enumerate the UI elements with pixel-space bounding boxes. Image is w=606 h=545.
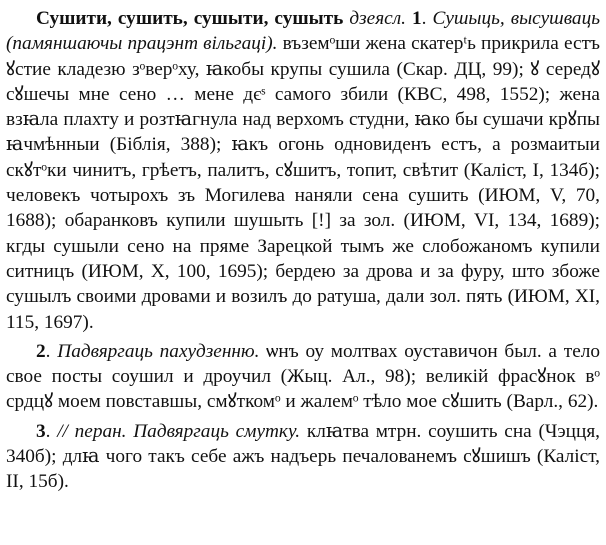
sense-definition: Сушыць, высушваць (памяншаючы працэнт вільгаці).: [6, 8, 600, 55]
sense-number: 1: [411, 8, 422, 29]
sense-number-dot: .: [45, 420, 51, 442]
usage-label: // перан.: [57, 420, 127, 442]
sense-citations: въземᵒши жена скатерᵗь прикрила естъ ꙋстие кладезю зᵒверᵒху, ꙗкобы крупы сушила (Скар. ДЦ, 99); ꙋ середꙋ сꙋшечы мне сено … мене дєˢ самого збили (КВС, 498, 1552); жена взꙗла плахту и розтꙗгнула над верхомъ студни, ꙗко бы сушачи крꙋпы ꙗчмѣнныи (Біблія, 388); ꙗкъ огонь одновиденъ естъ, а розмаитыи скꙋтᵒки чинитъ, грѣетъ, палитъ, сꙋшитъ, топит, свѣтит (Каліст, І, 134б); человекъ чотырохъ зъ Могилева наняли сена сушить (ИЮМ, V, 70, 1688); обаранковъ купили шушыть [!] за зол. (ИЮМ, VI, 134, 1689); кгды сушыли сено на пряме Зарецкой тымъ же слобожаномъ купили ситницъ (ИЮМ, X, 100, 1695); бердею за дрова и за фуру, што збоже сушылъ своими дровами и возилъ до ратуша, дали зол. пять (ИЮМ, XI, 115, 1697).: [6, 33, 600, 333]
sense-number: 3: [36, 420, 46, 442]
sense-citations: клꙗтва мтрн. соушить сна (Чэцця, 340б); длꙗ чого такъ себе ажъ надъерь печалованемъ сꙋшишъ (Каліст, II, 15б).: [6, 420, 601, 493]
grammar-label: дзеясл.: [349, 8, 406, 29]
sense-citations: ѡнъ оу молтвах оуставичон был. а тело свое посты соушил и дроучил (Жыц. Ал., 98); великій фрасꙋнок вᵒ срдцꙋ моем повставшы, смꙋткомᵒ и жалемᵒ тѣло мое сꙋшить (Варл., 62).: [6, 340, 601, 413]
sense-number-dot: .: [45, 340, 51, 362]
sense-number: 2: [36, 340, 46, 362]
sense-number-dot: .: [421, 8, 427, 29]
sense-3: [6, 419, 600, 495]
sense-1: [6, 6, 600, 335]
sense-definition: Падвяргаць смутку.: [133, 420, 301, 442]
headword: Сушити, сушить, сушыти, сушыть: [36, 8, 344, 29]
sense-2: [6, 339, 600, 415]
sense-definition: Падвяргаць пахудзенню.: [57, 340, 260, 362]
